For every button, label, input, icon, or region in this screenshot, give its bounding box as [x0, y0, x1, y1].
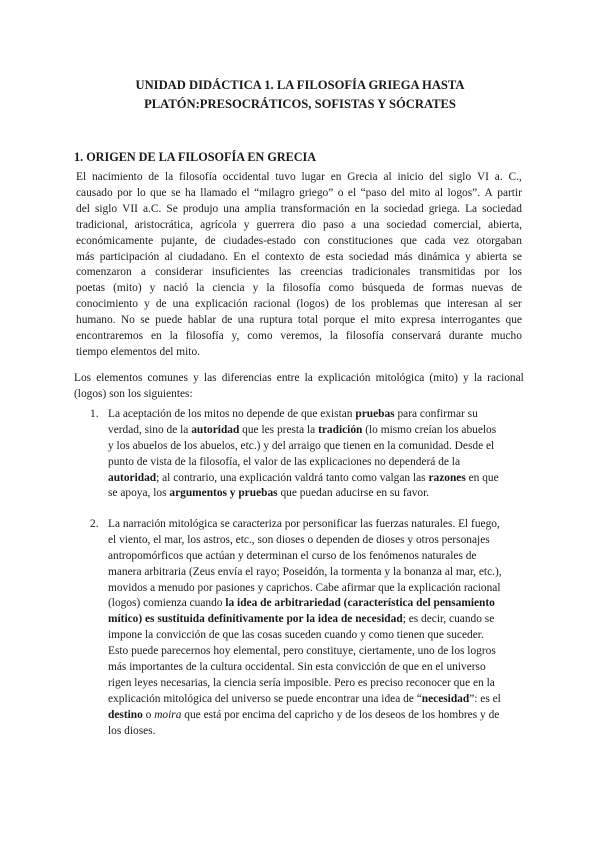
text-line: El nacimiento de la filosofía occidental tuvo lugar en Grecia al inicio del siglo VI a. C.,	[76, 171, 522, 183]
text-line: mítico) es sustituida definitivamente por la idea de necesidad; es decir, cuando se	[108, 613, 495, 626]
text-line: y los abuelos de los abuelos, etc.) y del arraigo que tienen en la comunidad. Desde el	[108, 439, 495, 452]
text-line: encontraremos en la filosofía y, como veremos, la filosofía conservará durante mucho	[76, 330, 522, 343]
text-line: verdad, sino de la autoridad que les presta la tradición (lo mismo creían los abuelos	[108, 423, 497, 436]
text-line: (logos) comienza cuando la idea de arbitrariedad (característica del pensamiento	[108, 597, 495, 610]
text-line: movidos a menudo por pasiones y caprichos. Cabe afirmar que la explicación racional	[108, 581, 501, 594]
section-heading: 1. ORIGEN DE LA FILOSOFÍA EN GRECIA	[74, 150, 317, 164]
text-line: antropomórficos que actúan y determinan el curso de los fenómenos naturales de	[108, 549, 477, 562]
text-line: económicamente pujante, de ciudades-estado con constituciones que cada vez otorgaban	[76, 234, 522, 247]
text-line: conocimiento y de una explicación racional (logos) de los problemas que interesan al ser	[76, 298, 522, 311]
text-line: comenzaron a considerar insuficientes las creencias tradicionales transmitidas por los	[76, 266, 522, 279]
paragraph-origin	[76, 170, 522, 361]
list-item-2	[90, 517, 532, 739]
text-line: rigen leyes necesarias, la ciencia sería imposible. Pero es preciso reconocer que en la	[108, 676, 495, 689]
text-line: autoridad; al contrario, una explicación valdrá tanto como valgan las razones en que	[108, 471, 499, 484]
text-line: explicación mitológica del universo se puede encontrar una idea de “necesidad”: es el	[108, 692, 501, 705]
list-item-1-text	[108, 407, 530, 502]
text-line: (logos) son los siguientes:	[74, 387, 193, 400]
text-line: Los elementos comunes y las diferencias entre la explicación mitológica (mito) y la racional	[74, 372, 524, 384]
text-line: los dioses.	[108, 724, 156, 737]
text-line: La narración mitológica se caracteriza por personificar las fuerzas naturales. El fuego,	[108, 518, 500, 530]
text-line: humano. No se puede hablar de una ruptura total porque el mito expresa interrogantes que	[76, 314, 522, 327]
list-item-1	[90, 407, 530, 502]
document-title	[60, 76, 540, 114]
text-line: Esto puede parecernos hoy elemental, pero constituye, ciertamente, uno de los logros	[108, 645, 496, 658]
text-line: causado por lo que se ha llamado el “milagro griego” o el “paso del mito al logos”. A partir	[76, 186, 522, 199]
text-line: del siglo VII a.C. Se produjo una amplia transformación en la sociedad griega. La sociedad	[76, 202, 522, 215]
text-line: más importantes de la cultura occidental. Sin esta convicción de que en el universo	[108, 661, 486, 674]
intro-paragraph	[74, 371, 524, 403]
text-line: impone la convicción de que las cosas suceden cuando y como tienen que suceder.	[108, 629, 484, 642]
text-line: La aceptación de los mitos no depende de que existan pruebas para confirmar su	[108, 408, 478, 420]
text-line: tradicional, aristocrática, agrícola y guerrera dio paso a una sociedad comercial, abierta,	[76, 218, 522, 231]
text-line: más participación al ciudadano. En el contexto de esta sociedad más dinámica y abierta se	[76, 250, 522, 263]
list-number-2: 2.	[90, 518, 99, 530]
text-line: punto de vista de la filosofía, el valor de las explicaciones no dependerá de la	[108, 455, 461, 468]
text-line: poetas (mito) y nació la ciencia y la filosofía como búsqueda de formas nuevas de	[76, 282, 522, 295]
text-line: manera arbitraria (Zeus envía el rayo; Poseidón, la tormenta y la bonanza al mar, etc.),	[108, 565, 502, 578]
list-number-1: 1.	[90, 408, 99, 420]
text-line: tiempo elementos del mito.	[76, 345, 201, 358]
text-line: el viento, el mar, los astros, etc., son dioses o dependen de dioses y otros personajes	[108, 533, 490, 546]
title-line-1: UNIDAD DIDÁCTICA 1. LA FILOSOFÍA GRIEGA HASTA	[135, 78, 465, 92]
text-line: se apoya, los argumentos y pruebas que puedan aducirse en su favor.	[108, 487, 430, 500]
text-line: destino o moira que está por encima del capricho y de los deseos de los hombres y de	[108, 708, 500, 721]
title-line-2: PLATÓN:PRESOCRÁTICOS, SOFISTAS Y SÓCRATES	[144, 97, 456, 111]
list-item-2-text	[108, 517, 532, 739]
